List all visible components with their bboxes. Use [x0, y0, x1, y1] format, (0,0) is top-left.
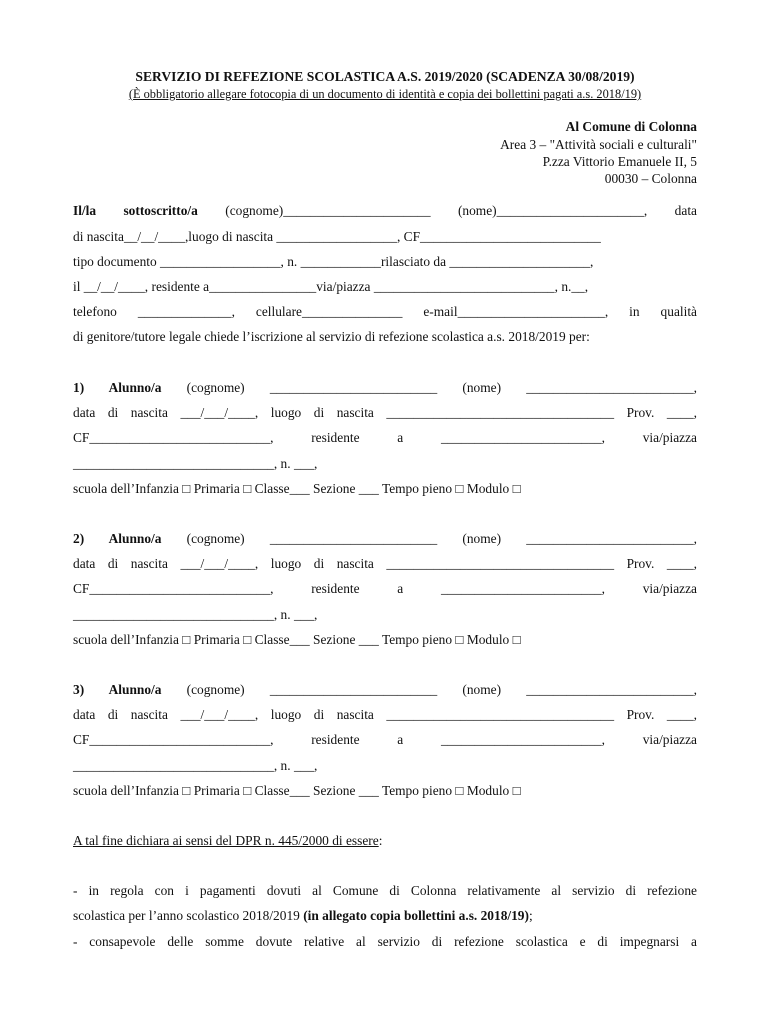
- declaration-heading: [73, 833, 697, 849]
- declaration-item-1-end: ;: [528, 908, 533, 923]
- student-3-address-line[interactable]: ______________________________, n. ___,: [73, 758, 318, 773]
- student-2-address-line[interactable]: ______________________________, n. ___,: [73, 607, 318, 622]
- declaration-heading-colon: :: [378, 833, 383, 848]
- declaration-item-1-text: scolastica per l’anno scolastico 2018/2019: [73, 908, 304, 923]
- student-1-label: 1) Alunno/a: [73, 380, 162, 395]
- recipient-line-1: Al Comune di Colonna: [565, 119, 697, 134]
- declaration-item-1-line-1: - in regola con i pagamenti dovuti al Comune di Colonna relativamente al servizio di refezione: [73, 883, 697, 898]
- student-2-birth-line[interactable]: data di nascita ___/___/____, luogo di nascita __________________________________ Prov. ____,: [73, 556, 697, 571]
- student-2-school-line[interactable]: scuola dell’Infanzia □ Primaria □ Classe___ Sezione ___ Tempo pieno □ Modulo □: [73, 632, 521, 647]
- student-3-name-fields: (cognome) _________________________ (nome) _________________________,: [161, 682, 697, 697]
- student-3-cf-line[interactable]: CF___________________________, residente a ________________________, via/piazza: [73, 732, 697, 747]
- declaration-heading-text: A tal fine dichiara ai sensi del DPR n. 445/2000 di essere: [73, 833, 379, 848]
- applicant-line-2[interactable]: di nascita__/__/____,luogo di nascita __________________, CF___________________________: [73, 229, 601, 244]
- applicant-label: Il/la sottoscritto/a: [73, 203, 198, 218]
- student-3-label: 3) Alunno/a: [73, 682, 162, 697]
- student-3-birth-line[interactable]: data di nascita ___/___/____, luogo di nascita __________________________________ Prov. ____,: [73, 707, 697, 722]
- recipient-line-3: P.zza Vittorio Emanuele II, 5: [542, 154, 697, 169]
- applicant-line-4[interactable]: il __/__/____, residente a________________via/piazza ___________________________, n.__,: [73, 279, 589, 294]
- declaration-item-1-line-2: [73, 908, 697, 924]
- student-1-birth-line[interactable]: data di nascita ___/___/____, luogo di nascita __________________________________ Prov. ____,: [73, 405, 697, 420]
- student-2-label: 2) Alunno/a: [73, 531, 162, 546]
- declaration-item-1-attachment: (in allegato copia bollettini a.s. 2018/19): [303, 908, 529, 923]
- applicant-line-5[interactable]: telefono ______________, cellulare_______________ e-mail______________________, in qualità: [73, 304, 697, 319]
- form-title: SERVIZIO DI REFEZIONE SCOLASTICA A.S. 2019/2020 (SCADENZA 30/08/2019): [135, 69, 635, 84]
- applicant-line-1[interactable]: [73, 203, 697, 219]
- recipient-line-2: Area 3 – "Attività sociali e culturali": [500, 137, 697, 152]
- student-1-cf-line[interactable]: CF___________________________, residente a ________________________, via/piazza: [73, 430, 697, 445]
- student-3-school-line[interactable]: scuola dell’Infanzia □ Primaria □ Classe___ Sezione ___ Tempo pieno □ Modulo □: [73, 783, 521, 798]
- applicant-line-6: di genitore/tutore legale chiede l’iscrizione al servizio di refezione scolastica a.s. 2018/2019 per:: [73, 329, 590, 344]
- student-2-name-line[interactable]: [73, 531, 697, 547]
- student-2-name-fields: (cognome) _________________________ (nome) _________________________,: [161, 531, 697, 546]
- student-1-name-line[interactable]: [73, 380, 697, 396]
- recipient-line-4: 00030 – Colonna: [604, 171, 697, 186]
- form-subtitle: (È obbligatorio allegare fotocopia di un documento di identità e copia dei bollettini pagati a.s. 2018/19): [128, 87, 642, 101]
- applicant-line-1-fields: (cognome)______________________ (nome)______________________, data: [197, 203, 697, 218]
- student-1-address-line[interactable]: ______________________________, n. ___,: [73, 456, 318, 471]
- student-2-cf-line[interactable]: CF___________________________, residente a ________________________, via/piazza: [73, 581, 697, 596]
- declaration-item-2-line-1: - consapevole delle somme dovute relative al servizio di refezione scolastica e di impegnarsi a: [73, 934, 697, 949]
- student-1-school-line[interactable]: scuola dell’Infanzia □ Primaria □ Classe___ Sezione ___ Tempo pieno □ Modulo □: [73, 481, 521, 496]
- applicant-line-3[interactable]: tipo documento __________________, n. ____________rilasciato da _____________________,: [73, 254, 594, 269]
- student-3-name-line[interactable]: [73, 682, 697, 698]
- student-1-name-fields: (cognome) _________________________ (nome) _________________________,: [161, 380, 697, 395]
